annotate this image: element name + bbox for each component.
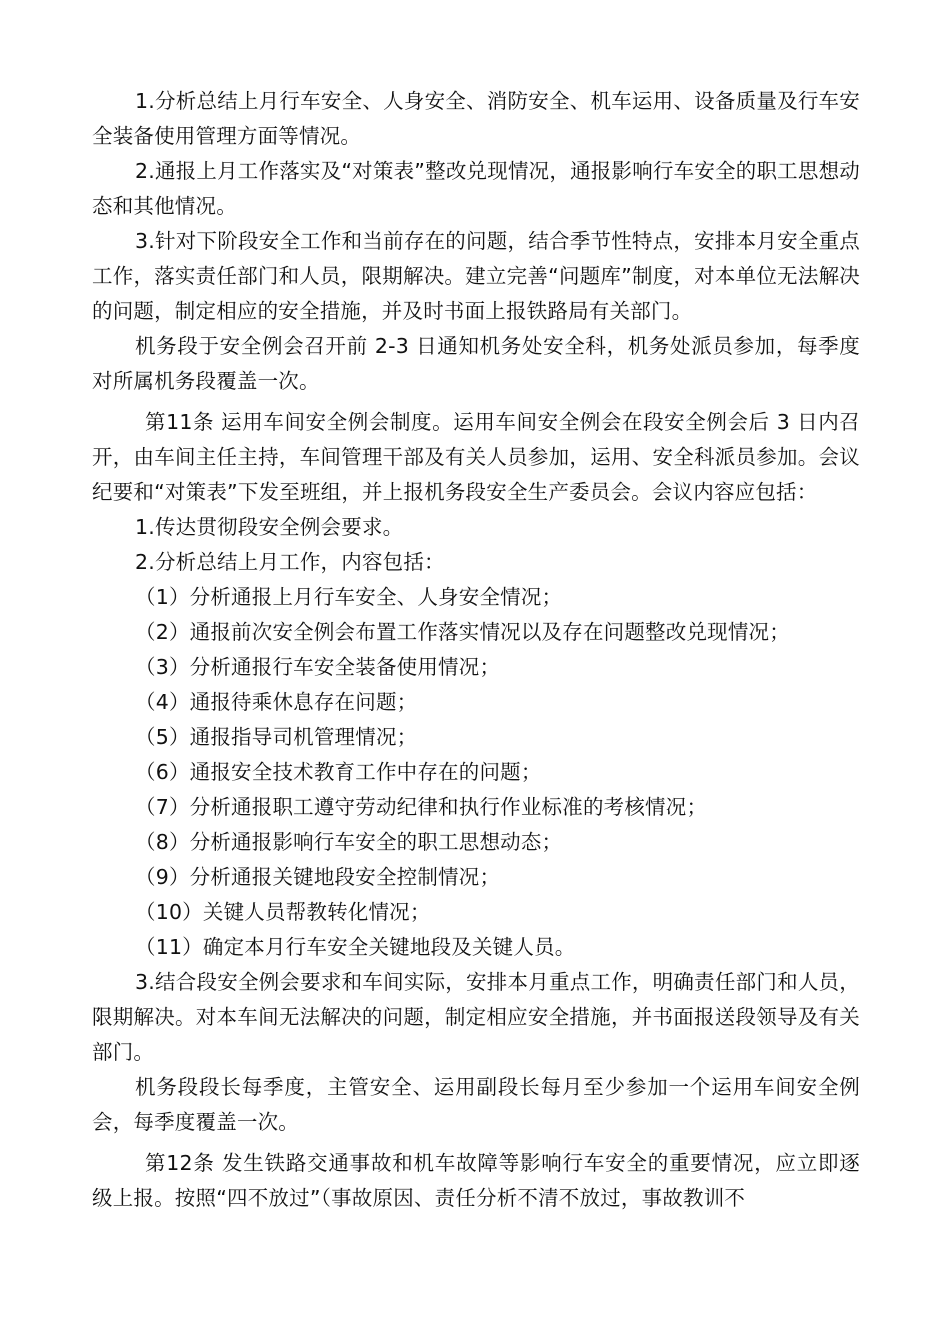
sub-list-item: （5）通报指导司机管理情况； (135, 725, 418, 749)
sub-list-item: （4）通报待乘休息存在问题； (135, 690, 418, 714)
article-11: 第11条 运用车间安全例会制度。运用车间安全例会在段安全例会后 3 日内召开，由车间主任主持，车间管理干部及有关人员参加，运用、安全科派员参加。会议纪要和“对策表”下发至班组，并上报机务段安全生产委员会。会议内容应包括： (92, 410, 860, 504)
paragraph-workshop-arrangement: 3.结合段安全例会要求和车间实际，安排本月重点工作，明确责任部门和人员，限期解决。对本车间无法解决的问题，制定相应安全措施，并书面报送段领导及有关部门。 (92, 970, 860, 1064)
list-item: 2.分析总结上月工作，内容包括： (135, 550, 445, 574)
paragraph-depot-chief-attendance: 机务段段长每季度，主管安全、运用副段长每月至少参加一个运用车间安全例会，每季度覆盖一次。 (92, 1075, 860, 1134)
sub-list-item: （8）分析通报影响行车安全的职工思想动态； (135, 830, 563, 854)
sub-list-item: （1）分析通报上月行车安全、人身安全情况； (135, 585, 563, 609)
sub-list-item: （6）通报安全技术教育工作中存在的问题； (135, 760, 542, 784)
article-12: 第12条 发生铁路交通事故和机车故障等影响行车安全的重要情况，应立即逐级上报。按照“四不放过”（事故原因、责任分析不清不放过，事故教训不 (92, 1151, 860, 1210)
document-body (92, 84, 860, 1216)
paragraph-report-implementation: 2.通报上月工作落实及“对策表”整改兑现情况，通报影响行车安全的职工思想动态和其他情况。 (92, 159, 860, 218)
sub-list-item: （11）确定本月行车安全关键地段及关键人员。 (135, 935, 576, 959)
sub-list-item: （2）通报前次安全例会布置工作落实情况以及存在问题整改兑现情况； (135, 620, 790, 644)
list-item: 1.传达贯彻段安全例会要求。 (135, 515, 404, 539)
sub-list-item: （10）关键人员帮教转化情况； (135, 900, 431, 924)
sub-list-item: （3）分析通报行车安全装备使用情况； (135, 655, 501, 679)
paragraph-depot-notice: 机务段于安全例会召开前 2-3 日通知机务处安全科，机务处派员参加，每季度对所属机务段覆盖一次。 (92, 334, 860, 393)
sub-list-item: （9）分析通报关键地段安全控制情况； (135, 865, 501, 889)
paragraph-next-stage-work: 3.针对下阶段安全工作和当前存在的问题，结合季节性特点，安排本月安全重点工作，落实责任部门和人员，限期解决。建立完善“问题库”制度，对本单位无法解决的问题，制定相应的安全措施，并及时书面上报铁路局有关部门。 (92, 229, 860, 323)
paragraph-analysis-summary: 1.分析总结上月行车安全、人身安全、消防安全、机车运用、设备质量及行车安全装备使用管理方面等情况。 (92, 89, 860, 148)
sub-list-item: （7）分析通报职工遵守劳动纪律和执行作业标准的考核情况； (135, 795, 708, 819)
